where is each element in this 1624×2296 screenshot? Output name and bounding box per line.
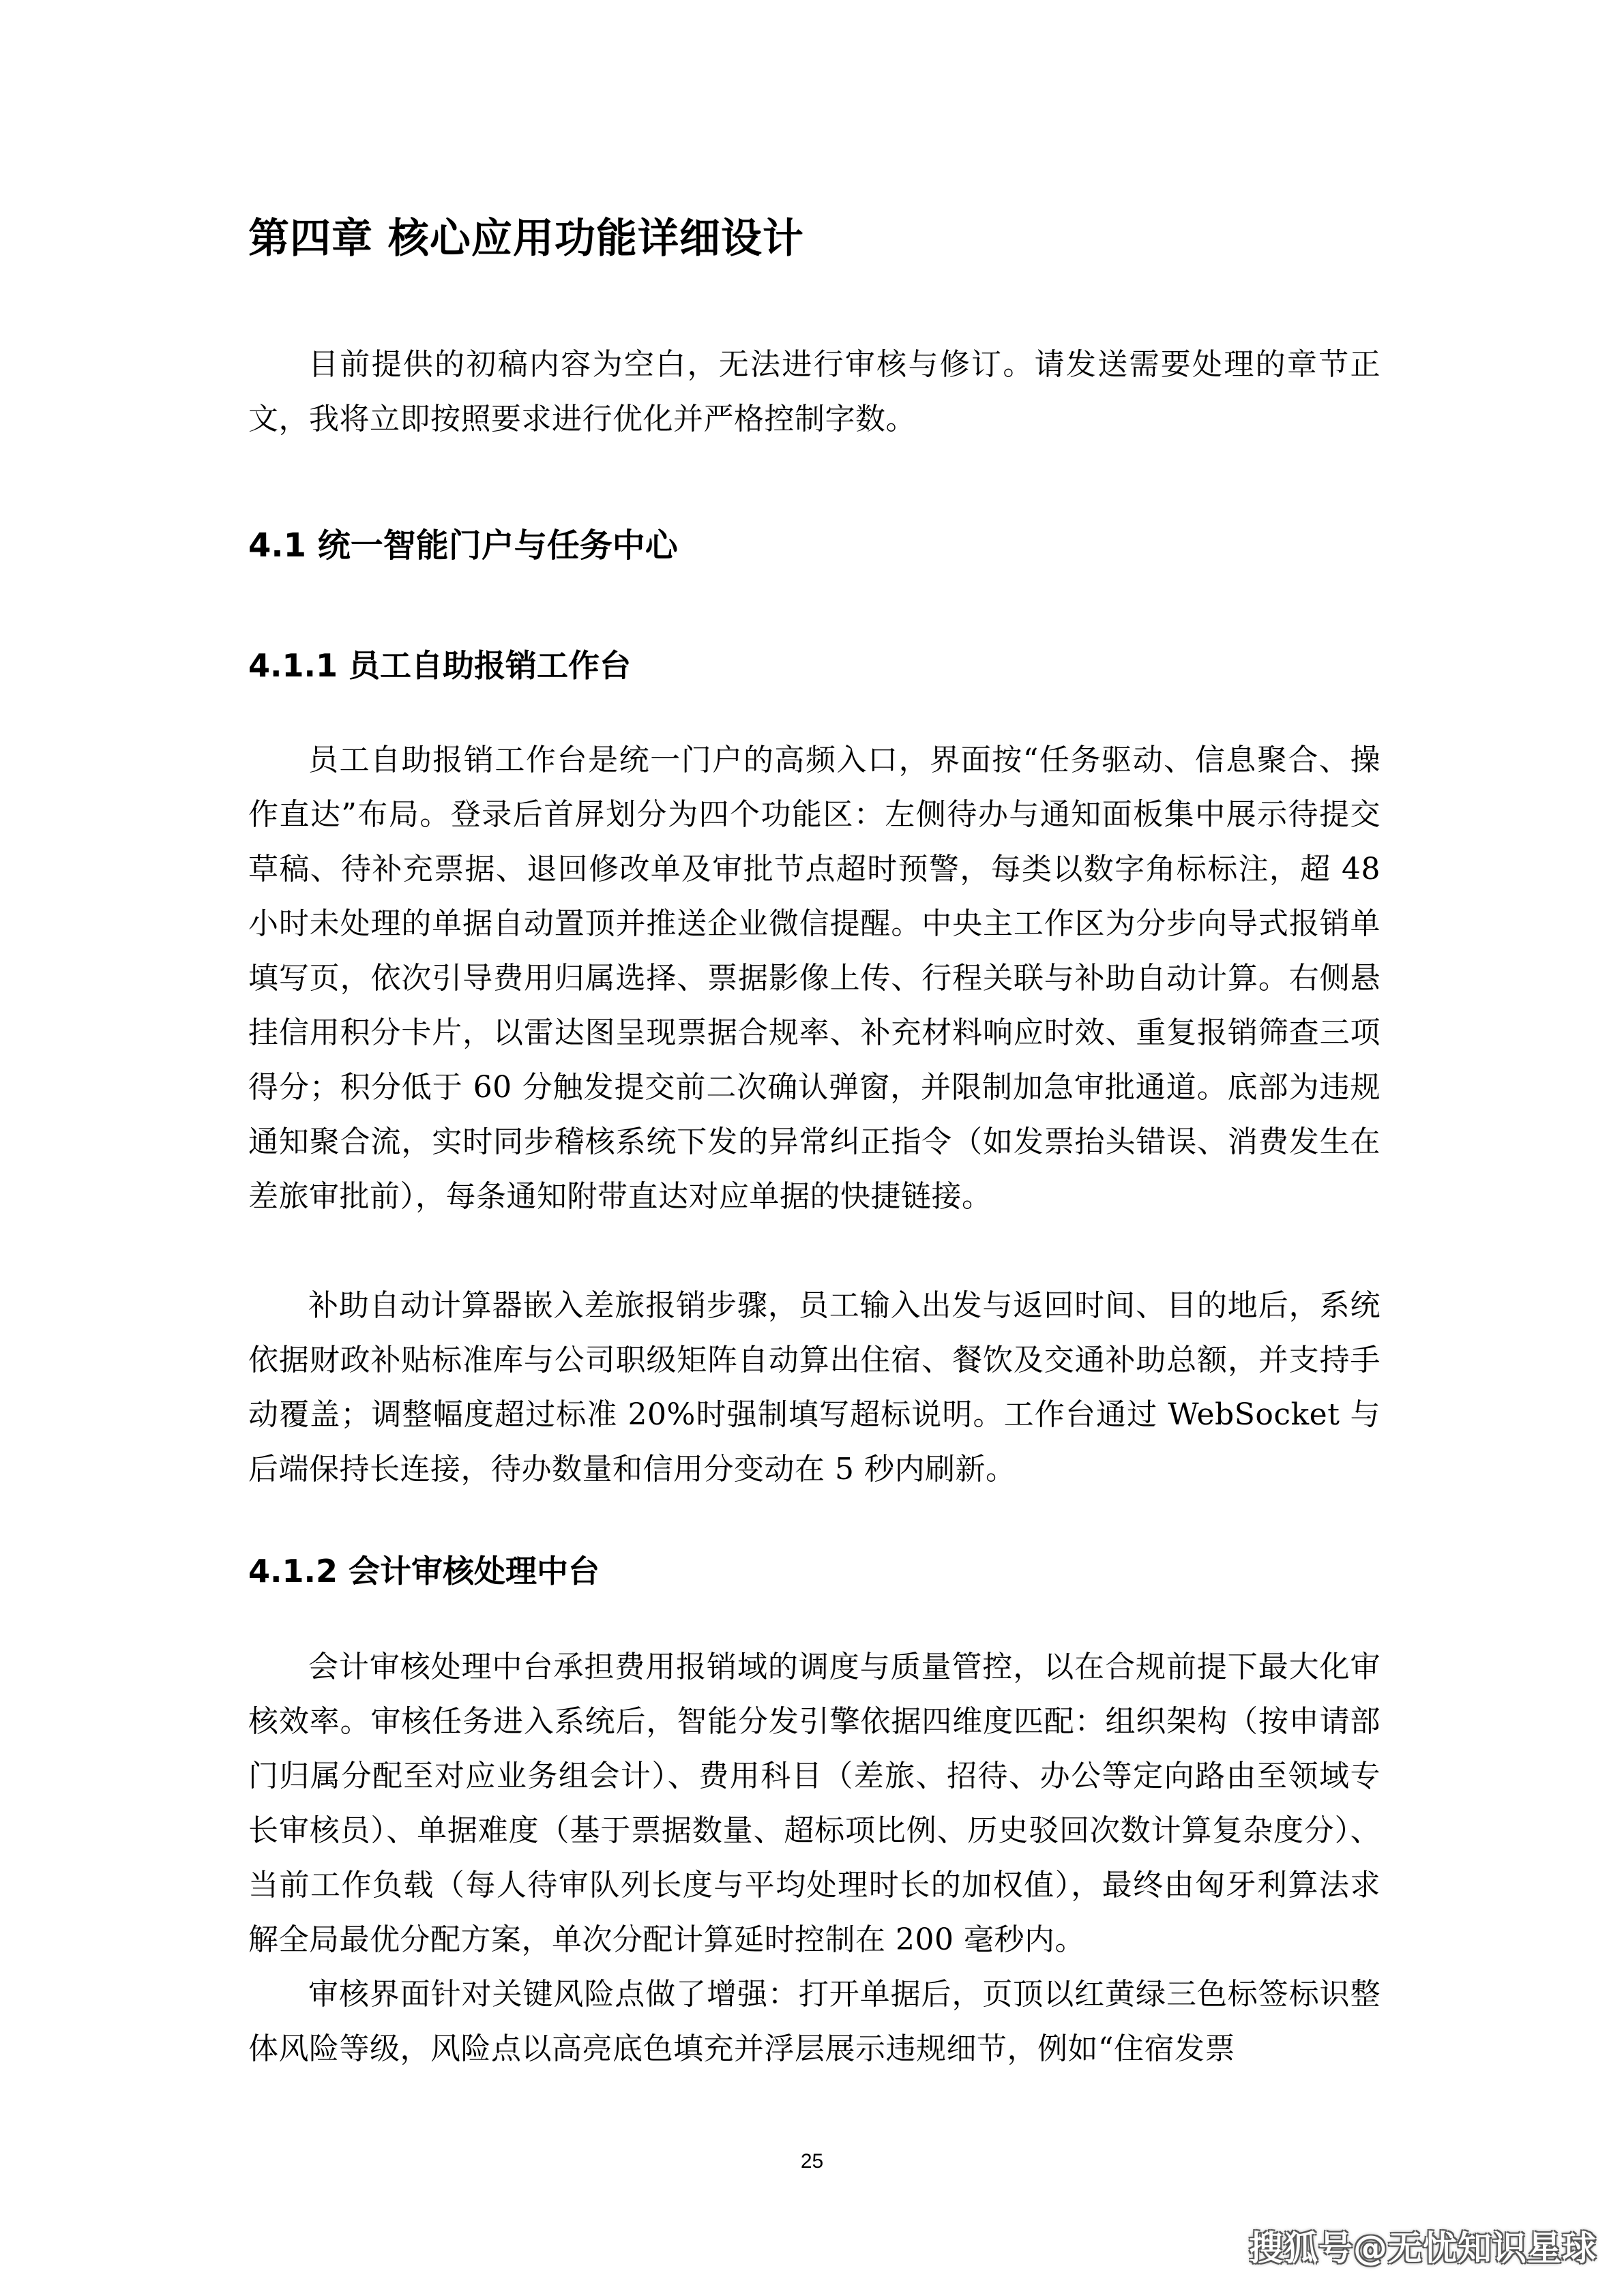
intro-paragraph: 目前提供的初稿内容为空白，无法进行审核与修订。请发送需要处理的章节正文，我将立即按照要求进行优化并严格控制字数。 bbox=[248, 347, 1381, 436]
chapter-title: 第四章 核心应用功能详细设计 bbox=[248, 215, 804, 263]
source-watermark: 搜狐号@无忧知识星球 bbox=[1249, 2228, 1597, 2268]
paragraph-audit-dispatch: 会计审核处理中台承担费用报销域的调度与质量管控，以在合规前提下最大化审核效率。审核任务进入系统后，智能分发引擎依据四维度匹配：组织架构（按申请部门归属分配至对应业务组会计）、费用科目（差旅、招待、办公等定向路由至领域专长审核员）、单据难度（基于票据数量、超标项比例、历史驳回次数计算复杂度分）、当前工作负载（每人待审队列长度与平均处理时长的加权值），最终由匈牙利算法求解全局最优分配方案，单次分配计算延时控制在 200 毫秒内。 bbox=[248, 1650, 1381, 1957]
section-4-1-heading: 4.1 统一智能门户与任务中心 bbox=[248, 526, 678, 565]
page-number: 25 bbox=[800, 2150, 824, 2173]
paragraph-workbench-layout: 员工自助报销工作台是统一门户的高频入口，界面按“任务驱动、信息聚合、操作直达”布局。登录后首屏划分为四个功能区：左侧待办与通知面板集中展示待提交草稿、待补充票据、退回修改单及审批节点超时预警，每类以数字角标标注，超 48 小时未处理的单据自动置顶并推送企业微信提醒。中央主工作区为分步向导式报销单填写页，依次引导费用归属选择、票据影像上传、行程关联与补助自动计算。右侧悬挂信用积分卡片，以雷达图呈现票据合规率、补充材料响应时效、重复报销筛查三项得分；积分低于 60 分触发提交前二次确认弹窗，并限制加急审批通道。底部为违规通知聚合流，实时同步稽核系统下发的异常纠正指令（如发票抬头错误、消费发生在差旅审批前），每条通知附带直达对应单据的快捷链接。 bbox=[248, 743, 1381, 1214]
subsection-4-1-2-heading: 4.1.2 会计审核处理中台 bbox=[248, 1553, 600, 1590]
paragraph-audit-risk: 审核界面针对关键风险点做了增强：打开单据后，页顶以红黄绿三色标签标识整体风险等级，风险点以高亮底色填充并浮层展示违规细节，例如“住宿发票 bbox=[248, 1977, 1381, 2066]
paragraph-subsidy-calculator: 补助自动计算器嵌入差旅报销步骤，员工输入出发与返回时间、目的地后，系统依据财政补贴标准库与公司职级矩阵自动算出住宿、餐饮及交通补助总额，并支持手动覆盖；调整幅度超过标准 20%时强制填写超标说明。工作台通过 WebSocket 与后端保持长连接，待办数量和信用分变动在 5 秒内刷新。 bbox=[248, 1288, 1381, 1487]
subsection-4-1-1-heading: 4.1.1 员工自助报销工作台 bbox=[248, 647, 631, 684]
